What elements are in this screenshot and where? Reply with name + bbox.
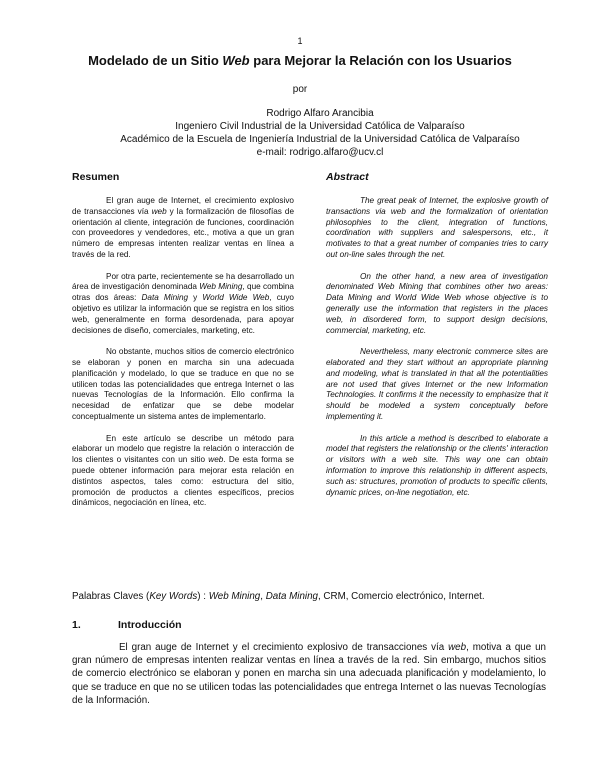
abstract-column: [326, 196, 548, 509]
keywords-line: Palabras Claves (Key Words) : Web Mining, Data Mining, CRM, Comercio electrónico, Internet.: [72, 591, 485, 602]
author-block: [0, 107, 600, 159]
resumen-column: [72, 196, 294, 520]
resumen-heading: Resumen: [72, 171, 120, 183]
abstract-paragraph-3: Nevertheless, many electronic commerce sites are elaborated and they start without an appropriate planning and modeling, what is translated in that all the potentialities are not used that gives Internet or the new Information Technologies. It confirms it the necessity to emphasize that it should be modeled a system conceptually before implementing it.: [326, 347, 548, 421]
abstract-paragraph-2: On the other hand, a new area of investigation denominated Web Mining that combines other two areas: Data Mining and World Wide Web whose objective is to generally use the information that registers in the places web, in disordered form, to support design decisions, commercial, marketing, etc.: [326, 271, 548, 335]
abstract-paragraph-4: In this article a method is described to elaborate a model that registers the relationship or the clients' interaction or visitors with a web site. This way one can obtain information to improve this relationship in different aspects, such as: structures, promotion of products to specific clients, dynamic prices, on-line negotiation, etc.: [326, 433, 548, 497]
section-title: Introducción: [118, 619, 182, 631]
resumen-paragraph-2: Por otra parte, recientemente se ha desarrollado un área de investigación denominada Web Mining, que combina otras dos áreas: Data Mining y World Wide Web, cuyo objetivo es utilizar la información que se registra en los sitios web, generalmente en forma desordenada, para apoyar decisiones de diseño, comerciales, marketing, etc.: [72, 271, 294, 335]
author-name: Rodrigo Alfaro Arancibia: [266, 108, 374, 119]
title-part1: Modelado de un Sitio: [88, 53, 223, 68]
resumen-paragraph-1: El gran auge de Internet, el crecimiento explosivo de transacciones vía web y la formalización de filosofías de orientación al cliente, integración de funciones, coordinación con proveedores y vendedores, etc., motiva a que un gran número de empresas intenten realizar ventas en línea a través de la red.: [72, 196, 294, 259]
author-email: e-mail: rodrigo.alfaro@ucv.cl: [256, 147, 384, 158]
abstract-paragraph-1: The great peak of Internet, the explosive growth of transactions via web and the formalization of orientation philosophies to the client, integration of functions, coordination with suppliers and salespersons, etc., it motivates to that a great number of companies tries to carry out on-line sales through the net.: [326, 196, 548, 259]
section-number: 1.: [72, 619, 81, 631]
resumen-paragraph-3: No obstante, muchos sitios de comercio electrónico se elaboran y ponen en marcha sin una adecuada planificación y modelado, lo que se traduce en que no se utilicen todas las potencialidades que entrega Internet o las nuevas Tecnologías de la Información. Ello confirma la necesidad de enfatizar que se debe modelar conceptualmente un sistema antes de implementarlo.: [72, 347, 294, 421]
intro-paragraph: El gran auge de Internet y el crecimiento explosivo de transacciones vía web, motiva a que un gran número de empresas intenten realizar ventas en línea a través de la red. Sin embargo, muchos sitios de comercio electrónico se elaboran y ponen en marcha sin una adecuada planificación y modelamiento, lo que se traduce en que no se utilicen todas las potencialidades que entrega Internet o las nuevas Tecnologías de la Información.: [72, 642, 547, 706]
paper-title: [0, 53, 600, 68]
section-heading-introduccion: [72, 619, 182, 631]
resumen-paragraph-4: En este artículo se describe un método para elaborar un modelo que registre la relación o interacción de los clientes o visitantes con un sitio web. De esta forma se puede obtener información para mejorar esta relación en distintos aspectos, tales como: estructura del sitio, promoción de productos a clientes específicos, precios dinámicos, negociación en línea, etc.: [72, 433, 294, 508]
title-part2: Web: [222, 53, 250, 68]
by-line: por: [292, 84, 308, 95]
author-affiliation-2: Académico de la Escuela de Ingeniería Industrial de la Universidad Católica de Valparaíso: [120, 134, 520, 145]
title-part3: para Mejorar la Relación con los Usuarios: [249, 53, 512, 68]
abstract-heading: Abstract: [326, 171, 369, 183]
author-affiliation-1: Ingeniero Civil Industrial de la Universidad Católica de Valparaíso: [175, 121, 465, 132]
page-number: 1: [297, 36, 303, 46]
